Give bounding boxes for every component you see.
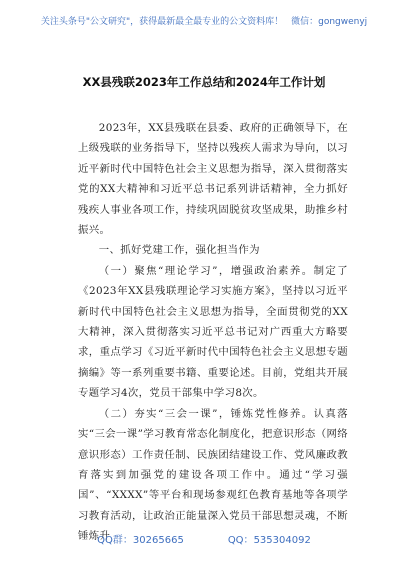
header-banner (0, 14, 408, 27)
wechat-label: 微信： (291, 17, 319, 27)
wechat-id: gongwenyj (318, 17, 368, 27)
qq-label: QQ： (227, 535, 254, 546)
document-title: XX县残联2023年工作总结和2024年工作计划 (82, 75, 326, 89)
section-heading: 一、抓好党建工作，强化担当作为 (98, 244, 260, 257)
paragraph-three-meetings: （二）夯实“三会一课”，锤炼党性修养。认真落实“三会一课”学习教育常态化制度化，把意识形态（网络意识形态）工作责任制、民族团结建设工作、党风廉政教育落实到加强党的建设各项工作中。通过“学习强国”、“XXXX”等平台和现场参观红色教育基地等各项学习教育活动，让政治正能量深入党员干部思想灵魂，不断锤炼升 (78, 407, 348, 543)
document-body (78, 118, 348, 547)
promo-text: 关注头条号"公文研究"，获得最新最全最专业的公文资料库！ (40, 17, 284, 27)
footer-contact (0, 531, 408, 546)
qq-group-label: QQ群： (97, 535, 133, 546)
paragraph-theory-study: （一）聚焦“理论学习”，增强政治素养。制定了《2023年XX县残联理论学习实施方案》，坚持以习近平新时代中国特色社会主义思想为指导，全面贯彻党的XX大精神，深入贯彻落实习近平总书记对广西重大方略要求，重点学习《习近平新时代中国特色社会主义思想专题摘编》等一系列重要书籍、重要论述。目前，党组共开展专题学习4次，党员干部集中学习8次。 (78, 264, 348, 400)
qq-group-number: 30265665 (132, 535, 184, 546)
paragraph-intro: 2023年，XX县残联在县委、政府的正确领导下，在上级残联的业务指导下，坚持以残疾人需求为导向，以习近平新时代中国特色社会主义思想为指导，深入贯彻落实党的XX大精神和习近平总书记系列讲话精神，全力抓好残疾人事业各项工作，持续巩固脱贫攻坚成果，助推乡村振兴。 (78, 122, 348, 237)
qq-number: 535304092 (253, 535, 311, 546)
